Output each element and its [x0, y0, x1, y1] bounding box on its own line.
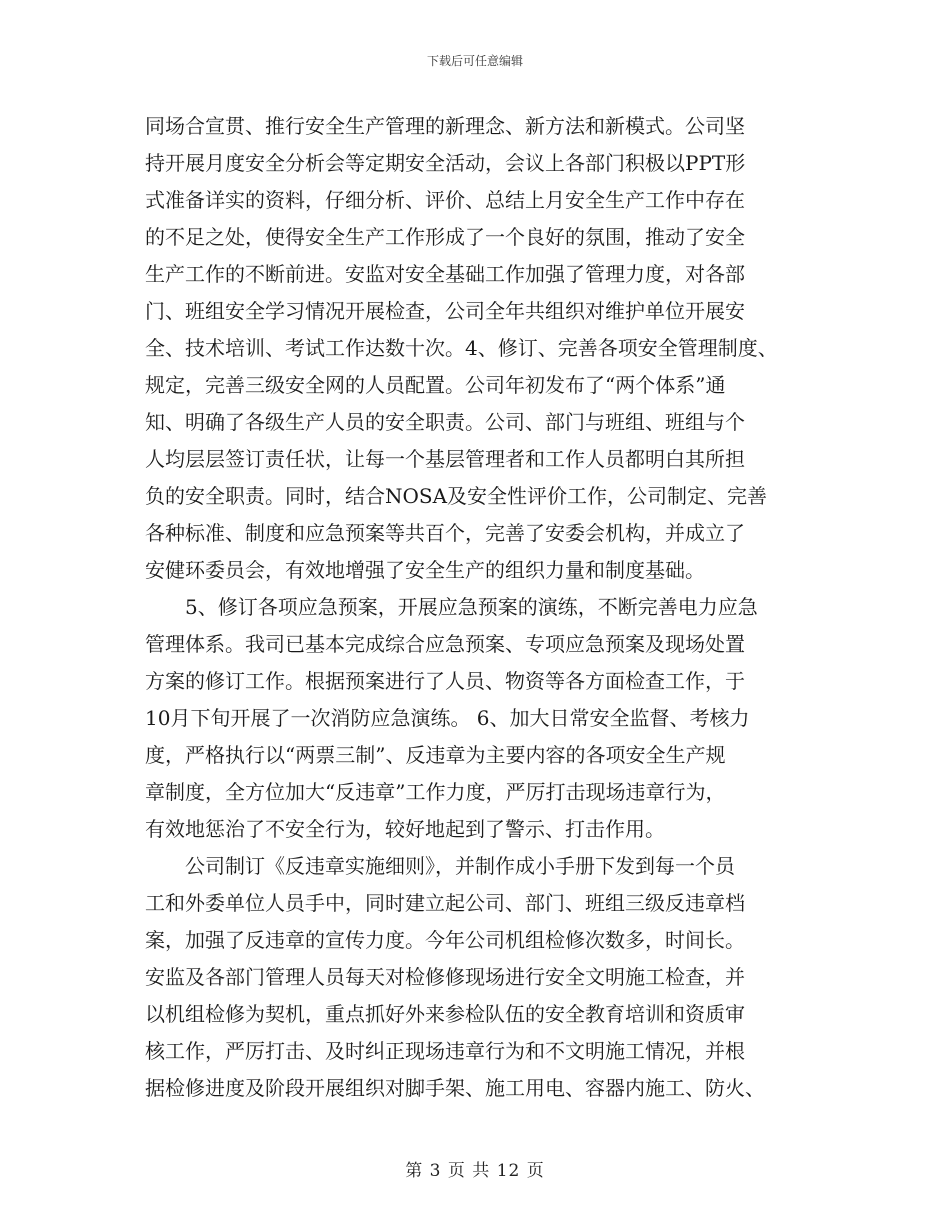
text-line: 持开展月度安全分析会等定期安全活动，会议上各部门积极以PPT形	[145, 151, 746, 175]
text-line: 案，加强了反违章的宣传力度。今年公司机组检修次数多，时间长。	[145, 928, 745, 952]
text-line: 式准备详实的资料，仔细分析、评价、总结上月安全生产工作中存在	[145, 188, 745, 212]
text-line: 的不足之处，使得安全生产工作形成了一个良好的氛围，推动了安全	[145, 225, 745, 249]
text-line: 有效地惩治了不安全行为，较好地起到了警示、打击作用。	[145, 817, 665, 841]
text-line: 人均层层签订责任状，让每一个基层管理者和工作人员都明白其所担	[145, 447, 745, 471]
text-line: 负的安全职责。同时，结合NOSA及安全性评价工作，公司制定、完善	[145, 484, 768, 508]
text-line: 据检修进度及阶段开展组织对脚手架、施工用电、容器内施工、防火、	[145, 1076, 765, 1100]
paragraph-start-line: 公司制订《反违章实施细则》，并制作成小手册下发到每一个员	[185, 854, 735, 878]
text-line: 知、明确了各级生产人员的安全职责。公司、部门与班组、班组与个	[145, 410, 745, 434]
text-line: 章制度，全方位加大“反违章”工作力度，严厉打击现场违章行为，	[145, 780, 726, 804]
text-line: 安健环委员会，有效地增强了安全生产的组织力量和制度基础。	[145, 558, 705, 582]
text-line: 度，严格执行以“两票三制”、反违章为主要内容的各项安全生产规	[145, 743, 726, 767]
text-line: 同场合宣贯、推行安全生产管理的新理念、新方法和新模式。公司坚	[145, 114, 745, 138]
page-number: 第 3 页 共 12 页	[405, 1161, 545, 1181]
text-line: 10月下旬开展了一次消防应急演练。 6、加大日常安全监督、考核力	[145, 706, 750, 730]
text-line: 安监及各部门管理人员每天对检修修现场进行安全文明施工检查，并	[145, 965, 745, 989]
text-line: 规定，完善三级安全网的人员配置。公司年初发布了“两个体系”通	[145, 373, 726, 397]
text-line: 管理体系。我司已基本完成综合应急预案、专项应急预案及现场处置	[145, 632, 745, 656]
paragraph-start-line: 5、修订各项应急预案，开展应急预案的演练，不断完善电力应急	[185, 595, 758, 619]
text-line: 门、班组安全学习情况开展检查，公司全年共组织对维护单位开展安	[145, 299, 745, 323]
text-line: 工和外委单位人员手中，同时建立起公司、部门、班组三级反违章档	[145, 891, 745, 915]
text-line: 生产工作的不断前进。安监对安全基础工作加强了管理力度，对各部	[145, 262, 745, 286]
text-line: 方案的修订工作。根据预案进行了人员、物资等各方面检查工作，于	[145, 669, 745, 693]
text-line: 各种标准、制度和应急预案等共百个，完善了安委会机构，并成立了	[145, 521, 745, 545]
text-line: 全、技术培训、考试工作达数十次。4、修订、完善各项安全管理制度、	[145, 336, 778, 360]
text-line: 以机组检修为契机，重点抓好外来参检队伍的安全教育培训和资质审	[145, 1002, 745, 1026]
document-body	[145, 108, 805, 1107]
header-note: 下载后可任意编辑	[426, 54, 523, 68]
text-line: 核工作，严厉打击、及时纠正现场违章行为和不文明施工情况，并根	[145, 1039, 745, 1063]
